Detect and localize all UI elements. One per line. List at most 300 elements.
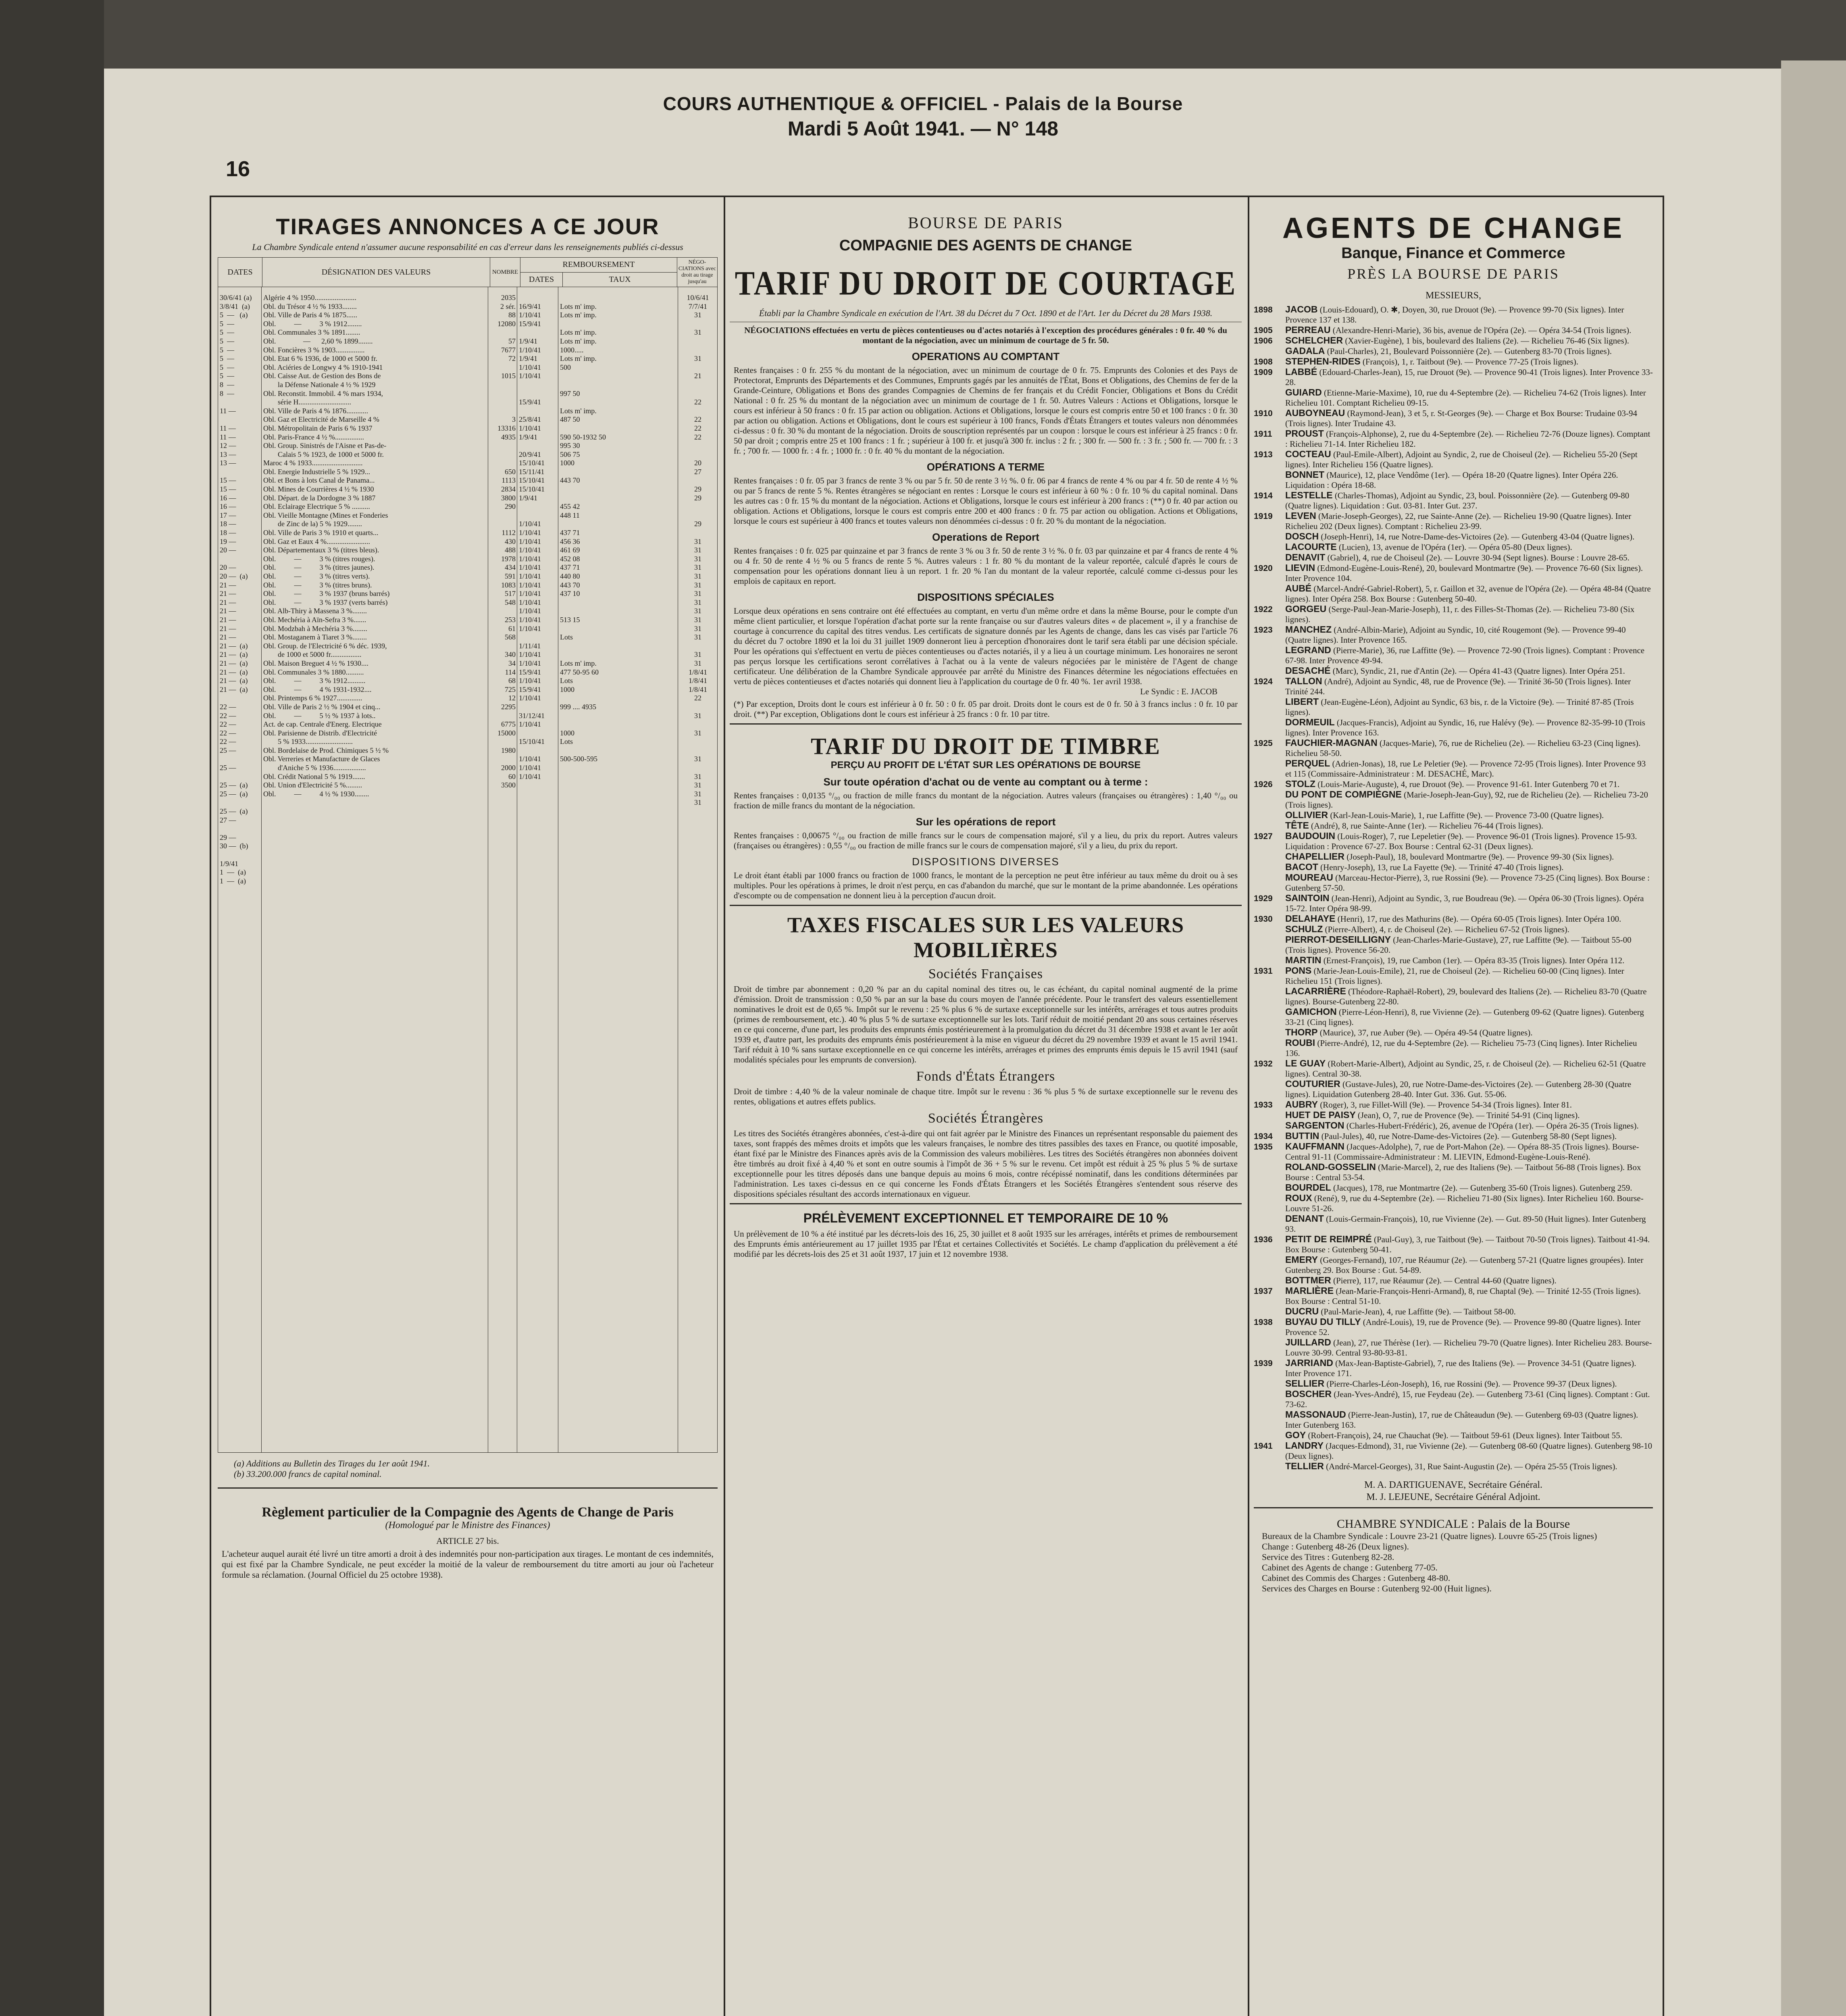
agent-year: 1911 [1254,429,1272,439]
agent-year: 1933 [1254,1100,1273,1110]
agent-entry [1254,1100,1653,1110]
agent-name: CHAPELLIER [1285,851,1344,862]
agent-name: KAUFFMANN [1285,1141,1344,1152]
agent-name: DOSCH [1285,531,1319,541]
agent-name: BACOT [1285,862,1318,872]
divider [1254,1507,1653,1508]
agent-name: EMERY [1285,1254,1318,1265]
agent-entry [1254,367,1653,387]
agent-entry [1254,935,1653,955]
soc-fr-text: Droit de timbre par abonnement : 0,20 % par an du capital nominal des titres ou, le cas échéant, du capital nominal augmenté de la prime d'émission. Droit de transmission : 0,50 % par an sur la base du cours moyen de l'année précédente. Pour le transfert des valeurs essentiellement nominatives le droit est de 0,65 %. Impôt sur le revenu : 25 % plus 6 % de surtaxe exceptionnelle sur les intérêts, arrérages et tous autres produits (primes de remboursement, etc.). 40 % plus 5 % de surtaxe exceptionnelle sur les lots. Tarif réduit de moitié pendant 20 ans sous certaines réserves en ce qui concerne, d'une part, les produits des emprunts émis postérieurement à la promulgation du décret du 31 décembre 1938 et avant le 1er août 1939 et, d'autre part, les produits des emprunts émis postérieurement à la mise en vigueur du décret du 29 novembre 1939 et avant le 15 avril 1941. Tarif réduit à 10 % sans surtaxe exceptionnelle en ce qui concerne les intérêts, arrérages et primes des emprunts émis depuis le 15 avril 1941 (sauf modalités spéciales pour les emprunts de conversion). [734,984,1238,1064]
note-b: (b) 33.200.000 francs de capital nominal. [234,1469,382,1479]
agent-entry [1254,470,1653,490]
secretaries [1254,1479,1653,1503]
agent-details: (Maurice), 12, place Vendôme (1er). — Opéra 18-20 (Quatre lignes). Inter Opéra 226. Liquidation : Opéra 18-68. [1285,470,1618,490]
agent-entry [1254,831,1653,852]
agent-name: JACOB [1285,304,1318,314]
agent-year: 1909 [1254,368,1273,377]
secretary-adjoint: M. J. LEJEUNE, Secrétaire Général Adjoint. [1366,1492,1540,1502]
agent-name: DENAVIT [1285,552,1326,562]
agent-details: (Marceau-Hector-Pierre), 3, rue Rossini (9e). — Provence 73-25 (Cinq lignes). Box Bourse : Gutenberg 57-50. [1285,873,1650,893]
agent-year: 1935 [1254,1142,1273,1152]
agent-year: 1908 [1254,357,1273,367]
col-nombre: NOMBRE [490,258,520,287]
agent-details: (Marie-Marcel), 2, rue des Italiens (9e). — Taitbout 56-88 (Trois lignes). Box Bourse : Central 53-54. [1285,1162,1641,1182]
agent-details: (Jacques-Adolphe), 7, rue de Port-Mahon (2e). — Opéra 88-35 (Trois lignes). Bourse-Central 91-11 (Commissaire-Administrateur : M. LIEVIN, Edmond-Eugène-Louis-René). [1285,1142,1639,1162]
agent-details: (Max-Jean-Baptiste-Gabriel), 7, rue des Italiens (9e). — Provence 34-51 (Quatre lignes). Inter Provence 171. [1285,1358,1636,1378]
soc-etr-title: Sociétés Étrangères [928,1111,1044,1126]
agent-year: 1936 [1254,1235,1273,1244]
agent-entry [1254,387,1653,408]
tirages-table-body [218,287,718,1453]
timbre-s3: DISPOSITIONS DIVERSES [912,856,1059,868]
reglement-article: ARTICLE 27 bis. [436,1536,499,1546]
agent-entry [1254,1389,1653,1410]
agent-year: 1938 [1254,1318,1273,1327]
agent-entry [1254,490,1653,511]
agent-entry [1254,1214,1653,1234]
agent-details: (Robert-François), 24, rue Chauchat (9e). — Taitbout 59-61 (Deux lignes). Inter Taitbout 55. [1306,1431,1622,1440]
agents-pres: PRÈS LA BOURSE DE PARIS [1347,266,1559,282]
col-negociations: NÉGO-CIATIONS avec droit au tirage jusqu'au [677,258,718,287]
agent-details: (Robert-Marie-Albert), Adjoint au Syndic, 25, r. de Choiseul (2e). — Richelieu 62-51 (Quatre lignes). Central 30-38. [1285,1059,1646,1079]
agent-name: GORGEU [1285,604,1327,614]
book-background [0,0,104,2016]
page-number: 16 [226,157,250,181]
tarifs-column [730,204,1242,2016]
agent-details: (Raymond-Jean), 3 et 5, r. St-Georges (9e). — Charge et Box Bourse: Trudaine 03-94 (Trois lignes). Inter Trudaine 43. [1285,408,1638,428]
agent-entry [1254,429,1653,449]
header-line-1: COURS AUTHENTIQUE & OFFICIEL - Palais de la Bourse [663,93,1183,114]
agent-details: (André), Adjoint au Syndic, 48, rue de Provence (9e). — Trinité 36-50 (Trois lignes). Inter Trinité 244. [1285,677,1631,696]
agent-details: (Edouard-Charles-Jean), 15, rue Drouot (9e). — Provence 90-41 (Trois lignes). Inter Provence 33-28. [1285,367,1653,387]
courtage-negociations: NÉGOCIATIONS effectuées en vertu de pièces contentieuses ou d'actes notariés à l'exception des procédures générales : 0 fr. 40 % du montant de la négociation, avec un minimum de courtage de 5 fr. 50. [744,325,1227,345]
fonds-title: Fonds d'États Étrangers [916,1069,1055,1084]
agent-entry [1254,1120,1653,1131]
agent-name: GAMICHON [1285,1006,1337,1017]
table-nego: 10/6/41 7/7/41 31 31 31 21 22 22 22 22 20 27 29 29 29 31 31 31 31 31 31 31 31 31 31 31 31 31 31 1/8/41 1/8/41 1/8/41 22 31 31 31 31 31 31 31 [687,294,709,807]
header-line-2: Mardi 5 Août 1941. — N° 148 [787,117,1059,140]
agent-entry [1254,542,1653,552]
divider [730,723,1242,725]
reglement-text: L'acheteur auquel aurait été livré un titre amorti a droit à des indemnités pour non-participation aux tirages. Le montant de ces indemnités, qui est fixé par la Chambre Syndicale, ne peut excéder la moitié de la valeur de remboursement du titre amorti au jour où l'acheteur formule sa réclamation. (Journal Officiel du 25 octobre 1938). [222,1549,714,1580]
agent-details: (Louis-Edouard), O. ✱, Doyen, 30, rue Drouot (9e). — Provence 99-70 (Six lignes). Inter Provence 137 et 138. [1285,305,1624,325]
agent-year: 1913 [1254,450,1273,459]
agent-name: PONS [1285,965,1312,976]
agents-title: AGENTS DE CHANGE [1282,212,1625,244]
para-comptant: Rentes françaises : 0 fr. 255 % du montant de la négociation, avec un minimum de courtage de 0 fr. 75. Emprunts des Colonies et des Pays de Protectorat, Emprunts des Départements et des Communes, Emprunts gagés par les annuités de l'État, Bons et Obligations, des Chemins de fer de la Grande-Ceinture, Obligations et Bons des grandes Compagnies de Chemins de fer français et du Crédit Foncier, Obligations et Bons du Crédit National : 0 fr. 25 % du montant de la négociation avec un minimum de courtage de 1 fr. 50. Autres Valeurs : Actions et Obligations, lorsque le cours est inférieur à 50 francs : 0 fr. 15 par action ou obligation. Actions et Obligations, lorsque le cours est compris entre 50 et 100 francs : 0 fr. 30 par action ou obligation. Actions et Obligations, dont le cours est supérieur à 100 francs, Fonds d'États Étrangers et toutes valeurs non dénommées ci-dessus : 0 fr. 30 % du montant de la négociation. Droits de souscription représentés par un coupon : lorsque le cours est inférieur à 25 francs : 0 fr. 50 par droit ; compris entre 25 et 100 francs : 1 fr. ; supérieur à 100 fr. et jusqu'à 300 fr. inclus : 2 fr. ; 300 fr. — 500 fr. : 3 fr. ; 500 fr. — 700 fr. : 3 fr. ; 700 fr. — 1000 fr. : 4 fr. ; 1000 fr. : 0 fr. 40 % du montant de la négociation. [734,365,1238,456]
agent-details: (Xavier-Eugène), 1 bis, boulevard des Italiens (2e). — Richelieu 76-46 (Six lignes). [1343,336,1630,346]
agent-name: MARTIN [1285,955,1322,965]
agent-entry [1254,1306,1653,1317]
table-rembt-dates: 16/9/41 1/10/41 15/9/41 1/9/41 1/10/41 1/9/41 1/10/41 1/10/41 15/9/41 25/8/41 1/10/41 1/9/41 20/9/41 15/10/41 15/11/41 15/10/41 15/10/41 1/9/41 1/10/41 1/10/41 1/10/41 1/10/41 1/10/41 1/10/41 1/10/41 1/10/41 1/10/41 1/10/41 1/10/41 1/10/41 1/10/41 1/11/41 1/10/41 1/10/41 15/9/41 1/10/41 15/9/41 1/10/41 31/12/41 1/10/41 15/10/41 1/10/41 1/10/41 1/10/41 [519,302,545,781]
agent-name: STEPHEN-RIDES [1285,356,1361,367]
agent-name: DENANT [1285,1213,1324,1224]
agent-name: COCTEAU [1285,449,1331,459]
agent-entry [1254,1131,1653,1141]
agent-name: OLLIVIER [1285,810,1328,820]
agent-name: THORP [1285,1027,1318,1037]
chambre-title: CHAMBRE SYNDICALE : Palais de la Bourse [1336,1517,1570,1531]
agent-name: MOUREAU [1285,872,1333,883]
agent-details: (Jean-Eugène-Léon), Adjoint au Syndic, 63 bis, r. de la Victoire (9e). — Trinité 87-85 (Trois lignes). [1285,697,1634,717]
agent-entry [1254,666,1653,676]
agent-name: SELLIER [1285,1378,1325,1389]
col-designation: DÉSIGNATION DES VALEURS [262,258,490,287]
taxes-title: TAXES FISCALES SUR LES VALEURS MOBILIÈRES [787,913,1184,962]
agent-entry [1254,966,1653,986]
agent-details: (Henri), 17, rue des Mathurins (8e). — Opéra 60-05 (Trois lignes). Inter Opéra 100. [1335,914,1621,924]
agent-entry [1254,1193,1653,1214]
agent-details: (Etienne-Marie-Maxime), 10, rue du 4-Septembre (2e). — Richelieu 74-62 (Trois lignes). Inter Richelieu 101. Comptant Richelieu 09-15. [1285,388,1646,408]
agent-entry [1254,893,1653,914]
bourse-label: BOURSE DE PARIS [908,214,1063,232]
agent-details: (Karl-Jean-Louis-Marie), 1, rue Laffitte (9e). — Provence 73-00 (Quatre lignes). [1328,810,1604,820]
agent-year: 1926 [1254,780,1273,789]
table-taux: Lots m' imp. Lots m' imp. Lots m' imp. Lots m' imp. 1000..... Lots m' imp. 500 997 50 Lots m' imp. 487 50 590 50-1932 50 995 30 506 75 1000 443 70 455 42 448 11 437 71 456 36 461 69 452 08 437 71 440 80 443 70 437 10 513 15 Lots Lots m' imp. 477 50-95 60 Lots 1000 999 .... 4935 1000 Lots 500-500-595 [560,302,606,763]
agent-entry [1254,511,1653,531]
agent-details: (Jean-Yves-André), 15, rue Feydeau (2e). — Gutenberg 73-61 (Cinq lignes). Comptant : Gut. 73-62. [1285,1389,1650,1409]
timbre-s1: Sur toute opération d'achat ou de vente au comptant ou à terme : [823,776,1148,788]
agent-year: 1931 [1254,966,1273,976]
timbre-p1: Rentes françaises : 0,0135 °/₀₀ ou fraction de mille francs du montant de la négociation. Autres valeurs (françaises ou étrangères) : 1,40 °/₀₀ ou fraction de mille francs du montant de la négociation. [734,791,1238,810]
timbre-title: TARIF DU DROIT DE TIMBRE [811,733,1161,759]
table-nombre: 2035 2 sér. 88 12080 57 7677 72 1015 3 13316 4935 650 1113 2834 3800 290 1112 430 488 1978 434 591 1083 517 548 253 61 568 340 34 114 68 725 12 2295 6775 15000 1980 2000 60 3500 [497,294,516,789]
agent-year: 1939 [1254,1359,1273,1368]
agent-entry [1254,1410,1653,1430]
agent-entry [1254,955,1653,966]
agent-entry [1254,862,1653,873]
agent-details: (Alexandre-Henri-Marie), 36 bis, avenue de l'Opéra (2e). — Opéra 34-54 (Trois lignes). [1330,325,1632,335]
agent-name: AUBRY [1285,1099,1318,1110]
secretary-general: M. A. DARTIGUENAVE, Secrétaire Général. [1364,1480,1542,1490]
agent-details: (Charles-Thomas), Adjoint au Syndic, 23, boul. Poissonnière (2e). — Gutenberg 09-80 (Quatre lignes). Liquidation : Gut. 03-81. Inter Gut. 237. [1285,491,1630,510]
agent-details: (Ernest-François), 19, rue Cambon (1er). — Opéra 83-35 (Trois lignes). Inter Opéra 112. [1321,956,1625,965]
table-designation: Algérie 4 % 1950....................... Obl. du Trésor 4 ½ % 1933........ Obl. Ville de Paris 4 % 1875...... Obl. — 3 % 1912........ Obl. Communales 3 % 1891........ Obl. — 2,60 % 1899........ Obl. Foncières 3 % 1903................ Obl. Etat 6 % 1936, de 1000 et 5000 fr. Obl. Aciéries de Longwy 4 % 1910-1941 Obl. Caisse Aut. de Gestion des Bons de la Défense Nationale 4 ½ % 1929 Obl. Reconstit. Immobil. 4 % mars 1934, série H............................. Obl. Ville de Paris 4 % 1876............ Obl. Gaz et Electricité de Marseille 4 % Obl. Métropolitain de Paris 6 % 1937 Obl. Paris-France 4 ½ %................ Obl. Group. Sinistrés de l'Aisne et Pas-de- Calais 5 % 1923, de 1000 et 5000 fr. Maroc 4 % 1933............................ Obl. Energie Industrielle 5 % 1929... Obl. et Bons à lots Canal de Panama... Obl. Mines de Courrières 4 ½ % 1930 Obl. Départ. de la Dordogne 3 % 1887 Obl. Eclairage Electrique 5 % .......... Obl. Vieille Montagne (Mines et Fonderies de Zinc de la) 5 % 1929........ Obl. Ville de Paris 3 % 1910 et quarts... Obl. Gaz et Eaux 4 %........................ Obl. Départementaux 3 % (titres bleus). Obl. — 3 % (titres rouges). Obl. — 3 % (titres jaunes). Obl. — 3 % (titres verts). Obl. — 3 % (titres bruns). Obl. — 3 % 1937 (bruns barrés) Obl. — 3 % 1937 (verts barrés) Obl. Alb-Thiry à Massena 3 %........ Obl. Mechéria à Aïn-Sefra 3 %....... Obl. Modzbah à Mechéria 3 %........ Obl. Mostaganem à Tiaret 3 %........ Obl. Group. de l'Electricité 6 % déc. 1939, de 1000 et 5000 fr................. Obl. Maison Breguet 4 ½ % 1930.... Obl. Communales 3 % 1880.......... Obl. — 3 % 1912.......... Obl. — 4 % 1931-1932.... Obl. Printemps 6 % 1927.............. Obl. Ville de Paris 2 ½ % 1904 et cinq... Obl. — 5 ½ % 1937 à lots.. Act. de cap. Centrale d'Energ. Electrique Obl. Parisienne de Distrib. d'Electricité 5 % 1933.......................... Obl. Bordelaise de Prod. Chimiques 5 ½ % Obl. Verreries et Manufacture de Glaces d'Aniche 5 % 1936.................. Obl. Crédit National 5 % 1919....... Obl. Union d'Electricité 5 %......... Obl. — 4 ½ % 1930........ [263,294,390,798]
agent-year: 1925 [1254,739,1273,748]
agent-entry [1254,1337,1653,1358]
agent-entry [1254,1038,1653,1058]
col-dates: DATES [218,258,262,287]
agent-details: (Pierre), 117, rue Réaumur (2e). — Central 44-60 (Quatre lignes). [1331,1276,1557,1285]
agent-year: 1941 [1254,1441,1273,1451]
table-rule [261,287,262,1452]
agent-entry [1254,1162,1653,1183]
courtage-title: TARIF DU DROIT DE COURTAGE [735,264,1237,303]
agent-details: (Joseph-Henri), 14, rue Notre-Dame-des-Victoires (2e). — Gutenberg 43-04 (Quatre lignes). [1319,532,1635,541]
running-header [0,93,1846,140]
column-divider-2 [1248,196,1249,2016]
agent-details: (Marie-Jean-Louis-Emile), 21, rue de Choiseul (2e). — Richelieu 60-00 (Cinq lignes). Inter Richelieu 151 (Trois lignes). [1285,966,1624,986]
timbre-p2: Rentes françaises : 0,00675 °/₀₀ ou fraction de mille francs sur le cours de compensation majoré, s'il y a lieu, du prix du report. Autres valeurs (françaises ou étrangères) : 0,55 °/₀₀ ou fraction de mille francs sur le cours de compensation majoré, s'il y a lieu, du prix du report. [734,831,1238,850]
agent-details: (François-Alphonse), 2, rue du 4-Septembre (2e). — Richelieu 72-76 (Douze lignes). Comptant : Richelieu 71-14. Inter Richelieu 182. [1285,429,1650,449]
agent-name: LANDRY [1285,1440,1324,1451]
agent-name: COUTURIER [1285,1079,1340,1089]
divider [218,1487,718,1489]
agent-entry [1254,1007,1653,1027]
col-rembt-dates: DATES [520,272,563,287]
divider [730,905,1242,906]
tirages-subtitle: La Chambre Syndicale entend n'assumer aucune responsabilité en cas d'erreur dans les renseignements publiés ci-dessus [252,242,683,252]
agent-year: 1919 [1254,512,1273,521]
agent-name: GUIARD [1285,387,1322,398]
reglement-subtitle: (Homologué par le Ministre des Finances) [385,1520,550,1531]
agent-entry [1254,1079,1653,1100]
agent-details: (Paul-Emile-Albert), Adjoint au Syndic, 2, rue de Choiseul (2e). — Richelieu 55-20 (Sept lignes). Inter Richelieu 156 (Quatre lignes). [1285,450,1638,469]
agent-details: (Jacques), 178, rue Montmartre (2e). — Gutenberg 35-60 (Trois lignes). Gutenberg 259. [1331,1183,1632,1193]
agent-details: (Adrien-Jonas), 18, rue Le Peletier (9e). — Provence 72-95 (Trois lignes). Inter Provence 93 et 115 (Commissaire-Administrateur : M. DESACHÉ, Marc). [1285,759,1646,779]
agent-details: (Jacques-Marie), 76, rue de Richelieu (2e). — Richelieu 63-23 (Cinq lignes). Richelieu 58-50. [1285,738,1641,758]
agent-year: 1932 [1254,1059,1273,1068]
table-dates: 30/6/41 (a) 3/8/41 (a) 5 — (a) 5 — 5 — 5 — 5 — 5 — 5 — 5 — 8 — 8 — 11 — 11 — 11 — 12 — 13 — 13 — 15 — 15 — 16 — 16 — 17 — 18 — 18 — 19 — 20 — 20 — 20 — (a) 21 — 21 — 21 — 21 — 21 — 21 — 21 — 21 — (a) 21 — (a) 21 — (a) 21 — (a) 21 — (a) 21 — (a) 22 — 22 — 22 — 22 — 22 — 25 — 25 — 25 — (a) 25 — (a) 25 — (a) 27 — 29 — 30 — (b) 1/9/41 1 — (a) 1 — (a) [220,294,252,885]
agent-entry [1254,789,1653,810]
agent-entry [1254,873,1653,893]
agent-year: 1934 [1254,1132,1273,1141]
agent-name: JARRIAND [1285,1358,1333,1368]
compagnie-label: COMPAGNIE DES AGENTS DE CHANGE [839,237,1132,254]
soc-fr-title: Sociétés Françaises [928,966,1043,981]
agent-name: LE GUAY [1285,1058,1326,1068]
chambre-lines: Bureaux de la Chambre Syndicale : Louvre 23-21 (Quatre lignes). Louvre 65-25 (Trois lignes) Change : Gutenberg 48-26 (Deux lignes). Service des Titres : Gutenberg 82-28. Cabinet des Agents de change : Gutenberg 77-05. Cabinet des Commis des Charges : Gutenberg 48-80. Services des Charges en Bourse : Gutenberg 92-00 (Huit lignes). [1262,1531,1597,1593]
reglement-section [218,1505,718,1580]
agent-year: 1930 [1254,914,1273,924]
agent-entry [1254,821,1653,831]
fonds-text: Droit de timbre : 4,40 % de la valeur nominale de chaque titre. Impôt sur le revenu : 36 % plus 5 % de surtaxe exceptionnelle sur le revenu des rentes, obligations et autres effets publics. [734,1087,1238,1106]
agent-entry [1254,356,1653,367]
agent-details: (Maurice), 37, rue Auber (9e). — Opéra 49-54 (Quatre lignes). [1317,1028,1533,1037]
agent-year: 1920 [1254,564,1273,573]
agent-name: TELLIER [1285,1461,1324,1471]
agent-entry [1254,697,1653,717]
section-terme: OPÉRATIONS A TERME [926,461,1045,473]
syndic-signature: Le Syndic : E. JACOB [1140,687,1217,696]
prelevement-title: PRÉLÈVEMENT EXCEPTIONNEL ET TEMPORAIRE DE 10 % [803,1211,1168,1225]
agent-entry [1254,583,1653,604]
agent-year: 1923 [1254,625,1273,635]
next-page-edge [1781,60,1846,2016]
agent-entry [1254,924,1653,935]
agent-details: (André-Albin-Marie), Adjoint au Syndic, 10, cité Rougemont (9e). — Provence 99-40 (Quatre lignes). Inter Provence 165. [1285,625,1626,645]
agent-name: TÊTE [1285,820,1309,831]
agent-name: BOTTMER [1285,1275,1331,1285]
note-a: (a) Additions au Bulletin des Tirages du 1er août 1941. [234,1458,430,1468]
agent-year: 1937 [1254,1287,1273,1296]
agent-name: BUTTIN [1285,1131,1319,1141]
agent-details: (Edmond-Eugène-Louis-René), 20, boulevard Montmartre (9e). — Provence 76-60 (Six lignes). Inter Provence 104. [1285,563,1643,583]
agent-year: 1922 [1254,605,1273,614]
agent-name: HUET DE PAISY [1285,1110,1356,1120]
agent-details: (Jean), 27, rue Thérèse (1er). — Richelieu 79-70 (Quatre lignes). Inter Richelieu 283. Bourse-Louvre 30-99. Central 93-80-93-81. [1285,1338,1652,1358]
agent-details: (René), 9, rue du 4-Septembre (2e). — Richelieu 71-80 (Six lignes). Inter Richelieu 160. Bourse-Louvre 51-26. [1285,1193,1644,1213]
agent-name: SCHULZ [1285,924,1323,934]
agent-details: (André), 8, rue Sainte-Anne (1er). — Richelieu 76-44 (Trois lignes). [1309,821,1544,831]
agent-details: (Marie-Joseph-Georges), 22, rue Sainte-Anne (2e). — Richelieu 19-90 (Quatre lignes). Inter Richelieu 202 (Deux lignes). Comptant : Richelieu 23-99. [1285,511,1632,531]
courtage-footnotes: (*) Par exception, Droits dont le cours est inférieur à 0 fr. 50 : 0 fr. 05 par droit. Droits dont le cours est de 0 fr. 50 à 3 francs inclus : 0 fr. 10 par droit. (**) Par exception, Obligations dont le cours est inférieur à 25 francs : 0 fr. 10 par titre. [734,699,1238,719]
agent-name: PERREAU [1285,325,1331,335]
courtage-etabli: Établi par la Chambre Syndicale en exécution de l'Art. 38 du Décret du 7 Oct. 1890 et de l'Art. 1er du Décret du 28 Mars 1938. [759,308,1213,318]
agent-entry [1254,304,1653,325]
agent-entry [1254,408,1653,429]
timbre-p3: Le droit étant établi par 1000 francs ou fraction de 1000 francs, le montant de la perception ne peut être inférieur au taux même du droit ou à ses multiples. Pour les opérations à primes, le droit n'est perçu, en cas d'abandon du marché, que sur le montant de la prime abandonnée. Les opérations d'escompte ou de compensation ne donnent lieu à la perception d'aucun droit. [734,871,1238,900]
agent-entry [1254,810,1653,821]
reglement-title: Règlement particulier de la Compagnie des Agents de Change de Paris [262,1505,674,1520]
agent-year: 1914 [1254,491,1273,500]
agent-details: (Jacques-Francis), Adjoint au Syndic, 16, rue Halévy (9e). — Provence 82-35-99-10 (Trois lignes). Inter Provence 163. [1285,718,1645,737]
agent-entry [1254,986,1653,1007]
agent-details: (Théodore-Raphaël-Robert), 29, boulevard des Italiens (2e). — Richelieu 83-70 (Quatre lignes). Bourse-Gutenberg 22-80. [1285,987,1647,1006]
agent-details: (Louis-Germain-François), 10, rue Vivienne (2e). — Gut. 89-50 (Huit lignes). Inter Gutenberg 93. [1285,1214,1646,1234]
agent-entry [1254,1234,1653,1255]
agents-messieurs: MESSIEURS, [1425,290,1482,301]
agent-entry [1254,1255,1653,1275]
agent-details: (André-Louis), 19, rue de Provence (9e). — Provence 99-80 (Quatre lignes). Inter Provence 52. [1285,1317,1641,1337]
agent-name: PETIT DE REIMPRÉ [1285,1234,1372,1244]
column-divider-1 [724,196,725,2016]
agent-name: DORMEUIL [1285,717,1335,727]
agent-name: MASSONAUD [1285,1409,1346,1420]
agent-year: 1929 [1254,894,1273,903]
tirages-table-header [218,257,718,287]
agent-details: (Pierre-Albert), 4, r. de Choiseul (2e). — Richelieu 67-52 (Trois lignes). [1323,925,1569,934]
agent-name: FAUCHIER-MAGNAN [1285,737,1378,748]
agent-details: (Paul-Jules), 40, rue Notre-Dame-des-Victoires (2e). — Gutenberg 58-80 (Sept lignes). [1319,1131,1617,1141]
agent-details: (Jacques-Edmond), 31, rue Vivienne (2e). — Gutenberg 08-60 (Quatre lignes). Gutenberg 98-10 (Deux lignes). [1285,1441,1652,1461]
agent-entry [1254,449,1653,470]
agent-name: LABBÉ [1285,367,1317,377]
agent-name: LESTELLE [1285,490,1333,500]
agent-entry [1254,1110,1653,1120]
section-comptant: OPERATIONS AU COMPTANT [912,350,1060,362]
agent-name: GADALA [1285,346,1325,356]
agent-entry [1254,676,1653,697]
agent-entry [1254,1141,1653,1162]
agents-subtitle: Banque, Finance et Commerce [1341,245,1565,262]
para-terme: Rentes françaises : 0 fr. 05 par 3 francs de rente 3 % ou par 5 fr. 50 de rente 3 ½ %. 0 fr. 06 par 4 francs de rente 4 % ou par 4 fr. 50 de rente 4 ½ % ou par 5 francs de rente 5 %. Rentes étrangères se négociant en rentes : Lorsque le cours est inférieur à 60 % : 0 fr. 10 % du capital nominal. Dans les autres cas : 0 fr. 15 % du montant de la négociation. Actions et Obligations, lorsque le cours est inférieur à 200 francs : (**) 0 fr. 40 par action ou obligation. Actions et Obligations, lorsque le cours est compris entre 200 et 400 francs : 0 fr. 75 par action ou obligation. Actions et Obligations, lorsque le cours est supérieur à 400 francs et toutes valeurs non dénommées ci-dessus : 0 fr. 20 % du montant de la négociation. [734,476,1238,526]
agent-entry [1254,738,1653,758]
agent-name: LIEVIN [1285,562,1315,573]
agent-name: BUYAU DU TILLY [1285,1316,1361,1327]
agent-details: (Marie-Joseph-Jean-Guy), 92, rue de Richelieu (2e). — Richelieu 73-20 (Trois lignes). [1285,790,1648,810]
agent-entry [1254,1058,1653,1079]
agent-name: STOLZ [1285,779,1315,789]
agent-details: (Georges-Fernand), 107, rue Réaumur (2e). — Gutenberg 57-21 (Quatre lignes groupées). Inter Gutenberg 29. Box Bourse : Gut. 54-89. [1285,1255,1644,1275]
agent-details: (Henry-Joseph), 13, rue La Fayette (9e). — Trinité 47-40 (Trois lignes). [1318,862,1564,872]
agent-name: LACOURTE [1285,541,1337,552]
agent-year: 1927 [1254,832,1273,841]
agent-entry [1254,645,1653,666]
section-dispositions: DISPOSITIONS SPÉCIALES [917,591,1054,603]
agent-entry [1254,1358,1653,1379]
agent-name: MARLIÈRE [1285,1285,1334,1296]
agent-details: (Jean), O, 7, rue de Provence (9e). — Trinité 54-91 (Cinq lignes). [1355,1110,1580,1120]
agent-entry [1254,914,1653,924]
agent-name: BOSCHER [1285,1389,1332,1399]
agent-entry [1254,779,1653,789]
agent-name: LIBERT [1285,696,1319,707]
agent-details: (Marcel-André-Gabriel-Robert), 5, r. Gaillon et 32, avenue de l'Opéra (2e). — Opéra 48-84 (Quatre lignes). Inter Opéra 258. Box Bourse : Gutenberg 50-40. [1285,584,1651,604]
agent-details: (Roger), 3, rue Fillet-Will (9e). — Provence 54-34 (Trois lignes). Inter 81. [1317,1100,1572,1110]
agent-details: (Pierre-Léon-Henri), 8, rue Vivienne (2e). — Gutenberg 09-62 (Quatre lignes). Gutenberg 33-21 (Cinq lignes). [1285,1007,1644,1027]
tirages-column [218,204,718,2016]
agent-name: AUBÉ [1285,583,1312,594]
agent-name: SARGENTON [1285,1120,1344,1131]
agent-entry [1254,852,1653,862]
agent-details: (Louis-Marie-Auguste), 4, rue Drouot (9e). — Provence 91-61. Inter Gutenberg 70 et 71. [1315,779,1620,789]
agent-details: (Pierre-André), 12, rue du 4-Septembre (2e). — Richelieu 75-73 (Cinq lignes). Inter Richelieu 136. [1285,1038,1637,1058]
agent-details: (Lucien), 13, avenue de l'Opéra (1er). — Opéra 05-80 (Deux lignes). [1336,542,1572,552]
col-rembt-taux: TAUX [563,272,677,287]
tirages-title: TIRAGES ANNONCES A CE JOUR [276,214,660,239]
agent-name: LACARRIÈRE [1285,986,1346,996]
agent-details: (Jean-Charles-Marie-Gustave), 27, rue Laffitte (9e). — Taitbout 55-00 (Trois lignes). Provence 56-20. [1285,935,1632,955]
agent-name: PIERROT-DESEILLIGNY [1285,934,1391,945]
agent-entry [1254,1183,1653,1193]
agent-entry [1254,1317,1653,1337]
agent-name: MANCHEZ [1285,624,1332,635]
agent-entry [1254,1430,1653,1441]
agent-name: GOY [1285,1430,1306,1440]
agent-details: (Paul-Charles), 21, Boulevard Poissonnière (2e). — Gutenberg 83-70 (Trois lignes). [1325,346,1612,356]
agent-name: SAINTOIN [1285,893,1330,903]
agent-entry [1254,758,1653,779]
agents-column [1254,204,1653,2016]
agent-year: 1910 [1254,409,1273,418]
section-report: Operations de Report [932,531,1039,543]
agent-name: SCHELCHER [1285,335,1343,346]
agent-entry [1254,1379,1653,1389]
agent-details: (Paul-Guy), 3, rue Taitbout (9e). — Taitbout 70-50 (Trois lignes). Taitbout 41-94. Box Bourse : Gutenberg 50-41. [1285,1235,1650,1254]
agent-name: AUBOYNEAU [1285,408,1345,418]
agent-name: PROUST [1285,428,1324,439]
agent-entry [1254,335,1653,346]
agent-entry [1254,531,1653,542]
agent-name: JUILLARD [1285,1337,1331,1347]
agent-name: BAUDOUIN [1285,831,1335,841]
agent-name: ROLAND-GOSSELIN [1285,1162,1376,1172]
agent-details: (Gustave-Jules), 20, rue Notre-Dame-des-Victoires (2e). — Gutenberg 28-30 (Quatre lignes). Liquidation Gutenberg 28-40. Inter Gut. 336. Gut. 55-06. [1285,1079,1632,1099]
timbre-subtitle: PERÇU AU PROFIT DE L'ÉTAT SUR LES OPÉRATIONS DE BOURSE [830,760,1141,771]
agent-details: (Pierre-Marie), 36, rue Laffitte (9e). — Provence 72-90 (Trois lignes). Comptant : Provence 67-98. Inter Provence 49-94. [1285,646,1645,665]
agent-entry [1254,552,1653,563]
agent-entry [1254,563,1653,583]
agent-entry [1254,717,1653,738]
agent-details: (Pierre-Charles-Léon-Joseph), 16, rue Rossini (9e). — Provence 99-37 (Deux lignes). [1324,1379,1617,1389]
agent-details: (Serge-Paul-Jean-Marie-Joseph), 11, r. des Filles-St-Thomas (2e). — Richelieu 73-80 (Six lignes). [1285,604,1635,624]
timbre-s2: Sur les opérations de report [916,816,1056,828]
agent-year: 1924 [1254,677,1273,686]
agent-details: (Pierre-Jean-Justin), 17, rue de Châteaudun (9e). — Gutenberg 69-03 (Quatre lignes). Inter Gutenberg 163. [1285,1410,1638,1430]
divider [730,1203,1242,1204]
agent-name: DU PONT DE COMPIÈGNE [1285,789,1402,800]
agent-name: PERQUEL [1285,758,1330,768]
agent-entry [1254,1461,1653,1472]
agent-name: TALLON [1285,676,1322,686]
prelevement-text: Un prélèvement de 10 % a été institué par les décrets-lois des 16, 25, 30 juillet et 8 août 1935 sur les arrérages, intérêts et primes de remboursement des Emprunts émis antérieurement au 17 juillet 1935 par l'État et certaines Collectivités et Sociétés. Le champ d'application du prélèvement a été modifié par les décrets-lois des 25 et 31 août 1937, 17 juin et 12 novembre 1938. [734,1229,1238,1259]
agent-name: DELAHAYE [1285,913,1336,924]
agent-entry [1254,1286,1653,1306]
para-report: Rentes françaises : 0 fr. 025 par quinzaine et par 3 francs de rente 3 % ou 3 fr. 50 de rente 3 ½ %. 0 fr. 03 par quinzaine et par 4 francs de rente 4 % ou 4 fr. 50 de rente 4 ½ % ou 5 francs de rente 5 %. Autres valeurs : 1 fr. 80 % du montant de la valeur reportée, calculé d'après le cours de compensation pour les opérations donnant lieu à un report. 1 fr. 20 % l'an du montant de la valeur reportée, calculé comme ci-dessus pour les emplois de capitaux en report. [734,546,1238,586]
soc-etr-text: Les titres des Sociétés étrangères abonnées, c'est-à-dire qui ont fait agréer par le Ministre des Finances un représentant responsable du paiement des taxes, sont frappés des mêmes droits et impôts que les valeurs françaises, le nombre des titres passibles des taxes en France, ou quotité imposable, étant fixé par le Ministre des Finances après avis de la Commission des valeurs mobilières. Les titres des Sociétés étrangères non abonnées doivent être timbrés au droit fixé à 4,40 % et sont en outre soumis à l'impôt de 36 + 5 % sur le revenu. Cet impôt est réduit à 25 % plus 5 % de surtaxe exceptionnelle pour les titres déposés dans une banque depuis au moins 6 mois, contre récépissé nominatif, dans les conditions déterminées par l'administration. Les taxes ci-dessus en ce qui concerne les Fonds d'États Étrangers et les Sociétés Étrangères s'entendent sous réserve des dispositions spéciales résultant des accords internationaux en vigueur. [734,1129,1238,1199]
agent-details: (André-Marcel-Georges), 31, Rue Saint-Augustin (2e). — Opéra 25-55 (Trois lignes). [1324,1462,1617,1471]
agent-name: DUCRU [1285,1306,1319,1316]
agent-year: 1906 [1254,336,1273,346]
agent-name: ROUBI [1285,1037,1315,1048]
agent-name: LEGRAND [1285,645,1331,655]
agent-name: LEVEN [1285,510,1316,521]
agent-details: (Louis-Roger), 7, rue Lepeletier (9e). — Provence 96-01 (Trois lignes). Provence 15-93. Liquidation : Provence 67-27. Box Bourse : Central 62-31 (Deux lignes). [1285,831,1637,851]
tirages-notes [234,1458,718,1479]
agent-details: (Jean-Henri), Adjoint au Syndic, 3, rue Boudreau (9e). — Opéra 06-30 (Trois lignes). Opéra 15-72. Inter Opéra 98-99. [1285,893,1644,913]
